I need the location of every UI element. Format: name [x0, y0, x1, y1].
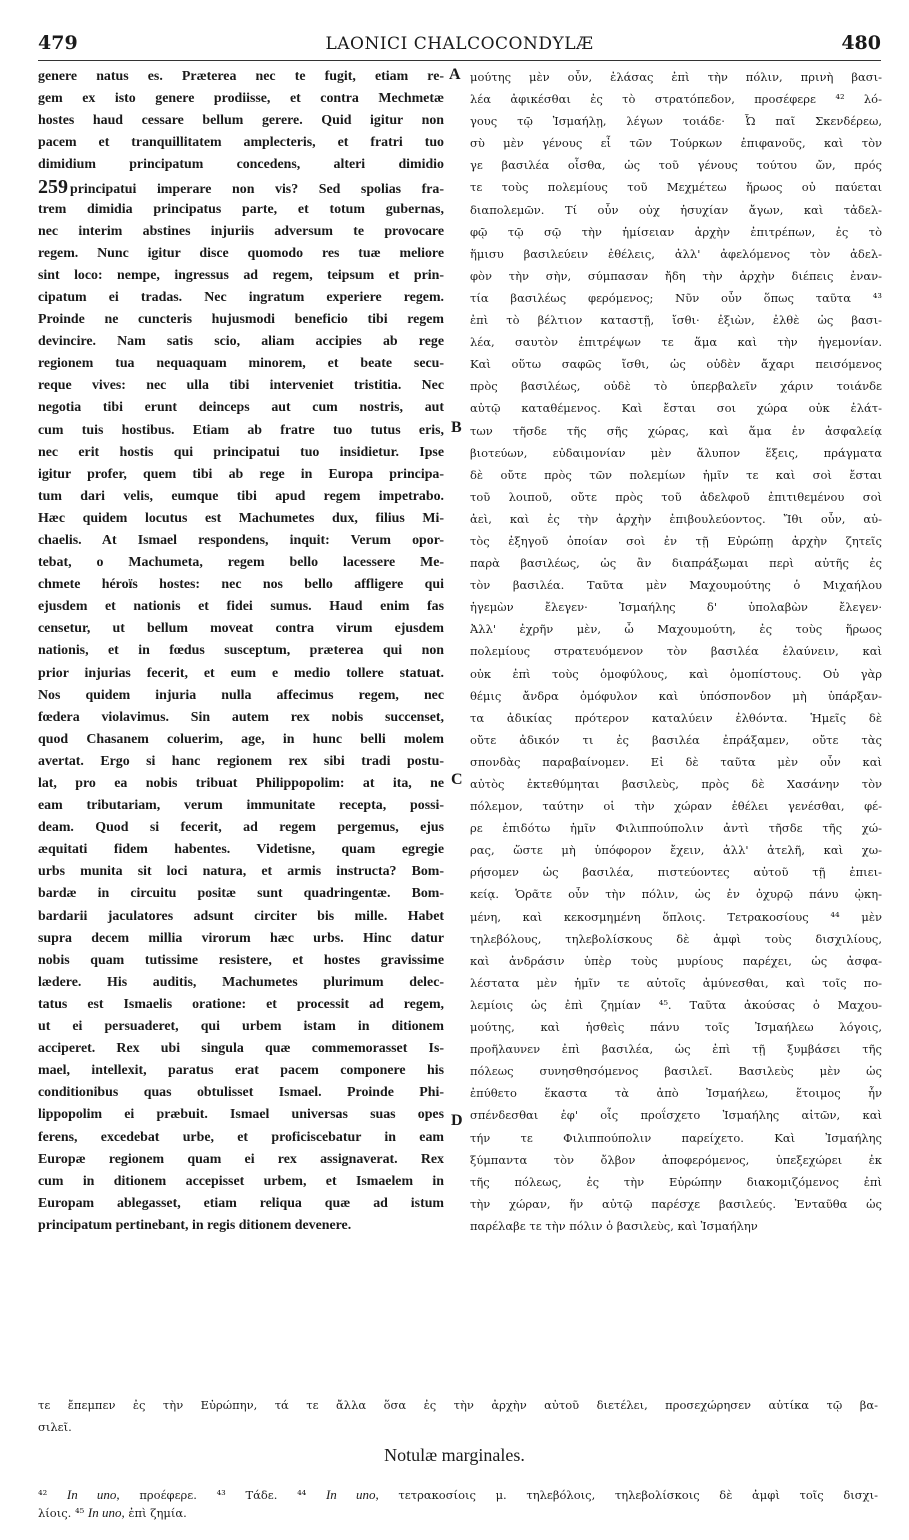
latin-column: [38, 66, 444, 1237]
section-marker-b: B: [451, 419, 462, 436]
greek-text-line: γε βασιλέα οἶσθα, ὡς τοῦ γένους τούτου ὤν, πρός: [470, 158, 882, 173]
note-number: ⁴⁴: [297, 1488, 307, 1502]
greek-text-line: πόλεως συνησθησόμενος βασιλεῖ. Βασιλεὺς μὲν ὡς: [470, 1064, 882, 1079]
greek-text-line: τα ἀδικίας πρότερον καταλύειν ἐλθόντα. Ἡμεῖς δὲ: [470, 710, 882, 725]
latin-text-line: hostes haud cessare bellum gerere. Quid igitur non: [38, 113, 444, 129]
greek-text-line: τήν τε Φιλιππούπολιν παρείχετο. Καὶ Ἰσμαήλης: [470, 1130, 882, 1145]
greek-text-line: βιοτεύων, εὐδαιμονίαν μὲν ἄλυπον ἕξεις, πράγματα: [470, 445, 882, 460]
latin-text-line: trem dimidia principatus parte, et totum gubernas,: [38, 201, 444, 217]
greek-text-line: τὸς ἐξηγοῦ ὁποίαν σοὶ ἐν τῇ Εὐρώπῃ ἀρχὴν ζητεῖς: [470, 533, 882, 548]
latin-text-line: Nos quidem injuria nulla affecimus regem, nec: [38, 687, 444, 703]
greek-text-line: των τῆσδε τῆς σῆς χώρας, καὶ ἅμα ἐν ἀσφαλείᾳ: [470, 423, 882, 438]
greek-text-line: λέα ἀφικέσθαι ἐς τὸ στρατόπεδον, προσέφερε ⁴² λό-: [470, 92, 882, 107]
latin-text-line: Hæc quidem locutus est Machumetes dux, filius Mi-: [38, 510, 444, 526]
latin-text-line: Proinde ne cuncteris hujusmodi beneficio tibi regem: [38, 312, 444, 328]
greek-text-line: τῆς πόλεως, ἐς τὴν Εὐρώπην διακομιζόμενος ἐπὶ: [470, 1174, 882, 1189]
latin-text-line: eam tributariam, verum immunitate recepta, possi-: [38, 798, 444, 814]
latin-text-line: ejusdem et nationis et fidei sumus. Haud enim fas: [38, 599, 444, 615]
note-text: λίοις.: [38, 1506, 72, 1520]
greek-text-line: μούτης μὲν οὖν, ἐλάσας ἐπὶ τὴν πόλιν, πρινὴ βασι-: [470, 70, 882, 84]
greek-text-line: δὲ οὔτε πρὸς τῶν πολεμίων ἡμῖν τε καὶ σοὶ ἔσται: [470, 467, 882, 482]
latin-text-line: mael, intellexit, paratus erat pacem componere his: [38, 1063, 444, 1079]
latin-text-line: igitur profer, quem tibi ab rege in Europa principa-: [38, 466, 444, 482]
greek-text-line: αὐτὸς ἐκτεθύμηται βασιλεὺς, πρὸς δὲ Χασάνην τὸν: [470, 777, 882, 791]
page-number-right: 480: [841, 32, 881, 54]
running-header: [38, 32, 881, 58]
latin-text-line: principatum pertinebant, in regis ditionem devenere.: [38, 1217, 352, 1233]
greek-full-width-line-end: σιλεῖ.: [38, 1420, 72, 1434]
note-number: ⁴⁵: [74, 1506, 85, 1520]
greek-text-line: ἐπύθετο ἕκαστα τὰ ἀπὸ Ἰσμαήλεω, ἕτοιμος ἦν: [470, 1086, 882, 1101]
greek-text-line: αὐτῷ καταθέμενος. Καὶ ἔσται σοι χώρα οὐκ ἐλάτ-: [470, 401, 882, 416]
latin-text-line: censetur, ut bellum moveat contra virum ejusdem: [38, 621, 444, 637]
greek-text-line: Ἀλλ' ἐχρῆν μὲν, ὦ Μαχουμούτη, ἐς τοὺς ἥρωος: [470, 622, 882, 637]
note-text: ἐπὶ ζημία.: [128, 1506, 187, 1520]
greek-text-line: ἀεὶ, καὶ ἐς τὴν ἀρχὴν ἐπιβουλεύοντος. Ἴθι οὖν, αὐ-: [470, 511, 882, 526]
latin-text-line: regem. Nunc igitur disce quomodo res tuæ meliore: [38, 245, 444, 261]
greek-text-line: οὐκ ἐπὶ τοὺς ὁμοφύλους, καὶ ὁμοπίστους. Οὐ γὰρ: [470, 666, 882, 681]
greek-text-line: φὸν τὴν σὴν, σύμπασαν ἤδη τὴν ἀρχὴν διέπεις ἐναν-: [470, 268, 882, 283]
note-number: ⁴³: [216, 1488, 226, 1502]
greek-text-line: Καὶ οὕτω σαφῶς ἴσθι, ὡς οὐδὲν ἄχαρι πεισόμενος: [470, 357, 882, 372]
greek-text-line: λέα, σαυτὸν ἐπιτρέψων τε ἅμα καὶ τὴν ἡγεμονίαν.: [470, 335, 882, 350]
latin-text-line: tatus est Ismaelis oratione: et processit ad regem,: [38, 996, 444, 1012]
latin-text-line: deam. Quod si fecerit, ad regem pergemus, ejus: [38, 820, 444, 836]
latin-text-line: dimidium principatum concedens, alteri dimidio: [38, 157, 444, 173]
latin-text-line: ferens, excedebat urbe, et proficiscebatur in eam: [38, 1129, 444, 1145]
latin-text-line: chaelis. At Ismael respondens, inquit: Verum opor-: [38, 532, 444, 548]
marginal-notes-line-2: [38, 1505, 878, 1521]
greek-text-line: πολεμίους στρατευόμενον τὸν βασιλέα ἐλαύνειν, καὶ: [470, 644, 882, 659]
greek-text-line: κείᾳ. Ὁρᾶτε οὖν τὴν πόλιν, ὡς ἐν ὀχυρῷ πάνυ ᾠκη-: [470, 887, 882, 902]
running-title: LAONICI CHALCOCONDYLÆ: [325, 34, 594, 54]
greek-text-line: τηλεβόλους, τηλεβολίσκους δὲ ἀμφὶ τοὺς δισχιλίους,: [470, 931, 882, 946]
latin-text-line: cum in ditionem accepisset urbem, et Ismaelem in: [38, 1173, 444, 1189]
latin-text-line: pacem et tranquillitatem amplecteris, et fratri tuo: [38, 135, 444, 151]
greek-text-line: ἡγεμὼν ἔλεγεν· Ἰσμαήλης δ' ὑπολαβὼν ἔλεγεν·: [470, 600, 882, 615]
greek-text-line: τία βασιλέως φερόμενος; Νῦν οὖν ὅπως ταῦτα ⁴³: [470, 290, 882, 305]
latin-text-line: supra decem millia virorum hæc urbs. Hinc datur: [38, 930, 444, 946]
latin-text-line: bardæ in circuitu positæ sunt quadringentæ. Bom-: [38, 886, 444, 902]
latin-text-line: conditionibus quas obtulisset Ismael. Proinde Phi-: [38, 1085, 444, 1101]
greek-text-line: ἥμισυ βασιλεύειν ἐθέλεις, ἀλλ' ἀφελόμενος τὸν ἀδελ-: [470, 246, 882, 261]
latin-text-line: sint loco: nempe, ingressus ad regem, teipsum et prin-: [38, 267, 444, 283]
latin-text-line: tebat, o Machumeta, regem bello lacessere Me-: [38, 555, 444, 571]
greek-text-line: καὶ ἀνδράσιν ὑπὲρ τοὺς μυρίους παρέχει, ὡς ἀσφα-: [470, 953, 882, 968]
latin-text-line: Europam ablegasset, etiam reliqua quæ ad istum: [38, 1195, 444, 1211]
greek-text-line: τοῦ λοιποῦ, οὔτε πρὸς τοῦ ἀδελφοῦ ἐπιτιθεμένου σοὶ: [470, 489, 882, 504]
notes-title: Notulæ marginales.: [384, 1445, 525, 1465]
note-number: ⁴²: [38, 1488, 48, 1502]
greek-text-line: ρε ἐπιδότω ἡμῖν Φιλιππούπολιν ἀντὶ τῆσδε τῆς χώ-: [470, 821, 882, 836]
note-text: Τάδε.: [245, 1488, 278, 1502]
latin-text-line: tum dari velis, eumque tibi apud regem impetrabo.: [38, 488, 444, 504]
latin-text-line: lat, pro ea nobis tribuat Philippopolim: at ita, ne: [38, 776, 444, 791]
latin-text-line: quod Chasanem coluerim, age, in hunc belli molem: [38, 731, 444, 747]
latin-text-line: nationis, et in fœdus susceptum, præterea qui non: [38, 643, 444, 659]
latin-text-line: nobis quam tutissime resistere, et hostes gravissime: [38, 952, 444, 968]
greek-text-line: σπονδὰς παραβαίνομεν. Εἰ δὲ ταῦτα μὲν οὖν καὶ: [470, 754, 882, 769]
greek-text-line: τε τοὺς πολεμίους τοῦ Μεχμέτεω ἥρωος οὐ παύεται: [470, 180, 882, 195]
latin-text-line: [38, 176, 444, 198]
greek-text-line: ξύμπαντα τὸν ὄλβον ἀποφερόμενος, ὑπεξεχώρει ἐκ: [470, 1152, 882, 1167]
latin-text-line: nec erit hostis qui principatui tuo insidietur. Ipse: [38, 444, 444, 460]
greek-text-line: διαπολεμῶν. Τί οὖν οὐχ ἡσυχίαν ἄγων, καὶ τἀδελ-: [470, 202, 882, 217]
greek-text-line: θέμις ἄνδρα ὁμόφυλον καὶ ὑπόσπονδον μὴ ὑπάρξαν-: [470, 688, 882, 703]
latin-text-line: bardarii jaculatores adsunt circiter bis mille. Habet: [38, 908, 444, 924]
greek-text-line: παρὰ βασιλέως, ὡς ἂν διαπράξωμαι περὶ αὐτῆς ἐς: [470, 556, 882, 571]
marginal-notes-line-1: [38, 1487, 878, 1503]
greek-text-line: ρας, ὥστε μὴ ὑπόφορον ἔχειν, ἀλλ' ἀτελῆ, καὶ χω-: [470, 843, 882, 858]
greek-text-line: ρήσομεν ὡς βασιλέα, πιστεύοντες αὐτοῦ τῇ ἐπιει-: [470, 865, 882, 880]
greek-text-line: πόλεμον, ταύτην οἱ τὴν χώραν ἐθέλει γενέσθαι, φέ-: [470, 799, 882, 814]
latin-line-text: principatui imperare non vis? Sed spolias fra-: [70, 182, 444, 198]
greek-text-line: παρέλαβε τε τὴν πόλιν ὁ βασιλεὺς, καὶ Ἰσμαήλην: [470, 1218, 758, 1233]
latin-text-line: genere natus es. Præterea nec te fugit, etiam re-: [38, 69, 444, 84]
greek-text-line: λέστατα μὲν ἡμῖν τε αὐτοῖς ἀμύνεσθαι, καὶ τοῖς πο-: [470, 975, 882, 990]
latin-text-line: gem ex isto genere prodiisse, et contra Mechmetæ: [38, 91, 444, 107]
note-text: προέφερε.: [139, 1488, 197, 1502]
section-marker-a: A: [449, 66, 461, 83]
latin-text-line: chmete héroïs hostes: nec nos bello affligere qui: [38, 577, 444, 593]
latin-text-line: reque vives: nec ulla tibi interveniet tristitia. Nec: [38, 378, 444, 394]
latin-text-line: nec interim abstines injuriis adversum te provocare: [38, 223, 444, 239]
latin-text-line: cum tuis hostibus. Etiam ab fratre tuo tutus eris,: [38, 422, 444, 438]
page-number-left: 479: [38, 32, 78, 54]
note-source: In uno,: [66, 1487, 120, 1502]
section-number: 259: [38, 176, 68, 199]
latin-text-line: lædere. His auditis, Machumetes plurimum delec-: [38, 974, 444, 990]
section-marker-d: D: [451, 1112, 463, 1129]
latin-text-line: negotia tibi erunt deinceps aut cum nostris, aut: [38, 400, 444, 416]
greek-text-line: σπένδεσθαι ἐφ' οἷς προΐσχετο Ἰσμαήλης αἰτῶν, καὶ: [470, 1108, 882, 1123]
greek-text-line: σὺ μὲν γένους εἶ τῶν Τούρκων ἐπιφανοῦς, καὶ τὸν: [470, 136, 882, 151]
latin-text-line: urbs munita sit loci natura, et armis instructa? Bom-: [38, 864, 444, 880]
note-source: In uno,: [325, 1487, 379, 1502]
greek-text-line: μένη, καὶ κεκοσμημένη ὅπλοις. Τετρακοσίους ⁴⁴ μὲν: [470, 909, 882, 924]
section-marker-c: C: [451, 771, 463, 788]
note-text: τετρακοσίοις μ. τηλεβόλοις, τηλεβολίσκοις δὲ ἀμφὶ τοῖς δισχι-: [398, 1488, 878, 1502]
latin-text-line: prior injurias fecerit, et eum e medio tollere statuat.: [38, 665, 444, 681]
greek-full-width-line: τε ἔπεμπεν ἐς τὴν Εὐρώπην, τά τε ἄλλα ὅσα ἐς τὴν ἀρχὴν αὐτοῦ διετέλει, προσεχώρησεν αὐτίκα τῷ βα-: [38, 1398, 878, 1412]
latin-text-line: devincire. Nam satis scio, aliam accipies ab rege: [38, 334, 444, 350]
latin-text-line: cipatum ei tradas. Nec ingratum experiere regem.: [38, 289, 444, 305]
latin-text-line: Europæ regionem quam ei rex assignaverat. Rex: [38, 1151, 444, 1167]
greek-text-line: ἐπὶ τὸ βέλτιον καταστῇ, ἴσθι· ἐξιὼν, ἐλθὲ ὡς βασι-: [470, 313, 882, 328]
greek-text-line: πρὸς βασιλέως, οὐδὲ τὸ ὑπερβαλεῖν χάριν τοιάνδε: [470, 379, 882, 394]
note-source: In uno,: [87, 1505, 125, 1520]
latin-text-line: regionem tua nequaquam minorem, et beate secu-: [38, 356, 444, 372]
latin-text-line: lippopolim ei præbuit. Ismael universas suas opes: [38, 1107, 444, 1123]
greek-text-line: προῆλαυνεν ἐπὶ βασιλέα, ὡς ἐπὶ τῇ ξυμβάσει τῆς: [470, 1042, 882, 1057]
latin-text-line: avertat. Ergo si hanc regionem rex sibi tradi postu-: [38, 753, 444, 769]
latin-text-line: fœdera violavimus. Sin autem rex nobis succenset,: [38, 709, 444, 725]
greek-text-line: οὔτε ἀδικόν τι ἐς βασιλέα ἐπράξαμεν, οὔτε τὰς: [470, 732, 882, 747]
greek-text-line: γους τῷ Ἰσμαήλῃ, λέγων τοιάδε· Ὦ παῖ Σκενδέρεω,: [470, 114, 882, 129]
greek-text-line: μούτης, καὶ ἡσθεὶς πάνυ τοῖς Ἰσμαήλεω λόγοις,: [470, 1020, 882, 1035]
greek-text-line: τὸν βασιλέα. Ταῦτα μὲν Μαχουμούτης ὁ Μιχαήλου: [470, 578, 882, 593]
latin-text-line: ut ei persuaderet, qui urbem istam in ditionem: [38, 1019, 444, 1035]
latin-text-line: æquitati fidem habentes. Videtisne, quam egregie: [38, 842, 444, 858]
header-rule: [38, 60, 881, 61]
greek-text-line: φῷ τῷ σῷ τὴν ἡμίσειαν ἀρχὴν ἐπιτρέπων, ἐς τὸ: [470, 224, 882, 239]
greek-text-line: τὴν χώραν, ἥν αὐτῷ παρέσχε βασιλεύς. Ἐνταῦθα ὡς: [470, 1196, 882, 1211]
latin-text-line: acciperet. Rex ubi singula quæ commemorasset Is-: [38, 1041, 444, 1057]
greek-text-line: λεμίοις ὡς ἐπὶ ζημίαν ⁴⁵. Ταῦτα ἀκούσας ὁ Μαχου-: [470, 997, 882, 1012]
greek-column: [470, 66, 882, 1237]
